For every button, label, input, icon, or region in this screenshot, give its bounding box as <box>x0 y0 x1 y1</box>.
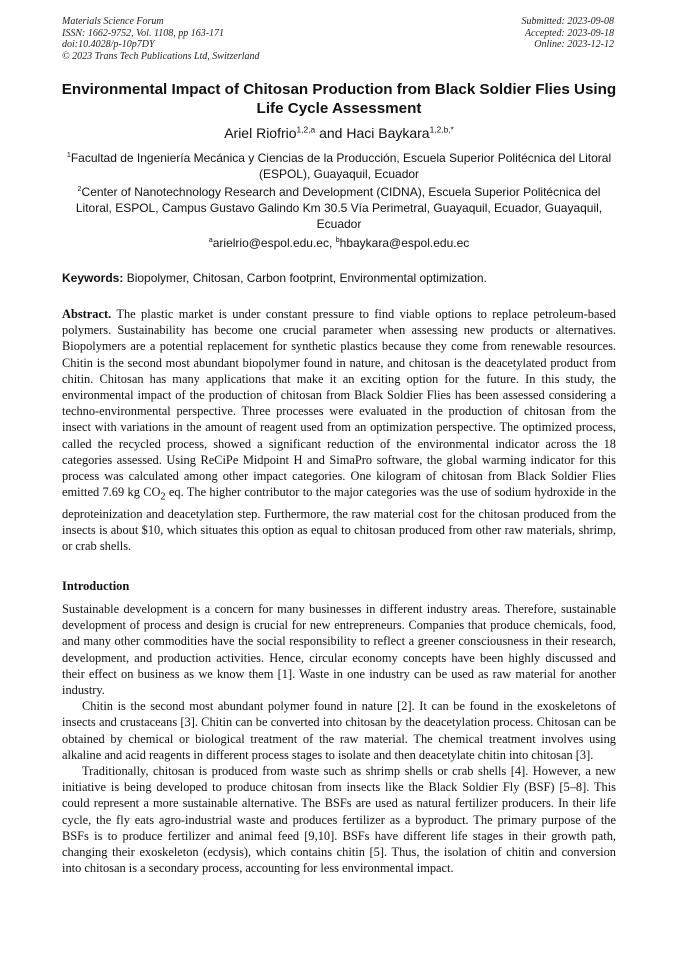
abstract-text-continued: eq. The higher contributor to the major categories was the use of sodium hydroxide in the deproteinization and deacetylation step. Furthermore, the raw material cost for the chitosan produced from the insects is about $10, which situates this option as equal to chitosan produced from other raw materials, shrimp, or crab shells. <box>62 485 616 554</box>
section-heading-introduction: Introduction <box>62 579 130 593</box>
affiliation-marker: 2 <box>77 184 82 193</box>
doi-line: doi:10.4028/p-10p7DY <box>62 39 155 50</box>
author-affiliation-marker: 1,2,b,* <box>429 124 454 135</box>
copyright-line: © 2023 Trans Tech Publications Ltd, Switzerland <box>62 50 260 62</box>
keywords-label: Keywords: <box>62 271 124 285</box>
dates-info <box>522 16 615 51</box>
affiliation-2 <box>62 184 616 232</box>
author-line <box>50 124 628 142</box>
email-link[interactable]: hbaykara@espol.edu.ec <box>339 236 470 250</box>
issn-line: ISSN: 1662-9752, Vol. 1108, pp 163-171 <box>62 27 225 39</box>
author-conjunction: and <box>315 125 347 141</box>
email-marker: a <box>208 235 213 244</box>
abstract-label: Abstract. <box>62 307 112 321</box>
email-separator: , <box>328 236 336 250</box>
author-name: Ariel Riofrio <box>224 125 297 141</box>
online-date: Online: 2023-12-12 <box>534 39 614 50</box>
introduction-body <box>62 601 616 876</box>
abstract <box>62 306 616 555</box>
accepted-date: Accepted: 2023-09-18 <box>524 27 614 39</box>
journal-info <box>62 16 260 62</box>
paragraph: Chitin is the second most abundant polymer found in nature [2]. It can be found in the exoskeletons of insects and crustaceans [3]. Chitin can be converted into chitosan by the deacetylation process. Chitosan can be obtained by chemical or biological treatment of the raw material. The chemical treatment involves using alkaline and acid reagents in different process stages to isolate and then deacetylate chitin into chitosan [3]. <box>62 699 616 762</box>
affiliation-marker: 1 <box>66 150 71 159</box>
affiliation-1 <box>62 150 616 182</box>
submitted-date: Submitted: 2023-09-08 <box>521 16 614 27</box>
email-link[interactable]: arielrio@espol.edu.ec <box>212 236 329 250</box>
paper-title: Environmental Impact of Chitosan Production from Black Soldier Flies Using Life Cycle Assessment <box>61 81 617 117</box>
author-affiliation-marker: 1,2,a <box>296 124 316 135</box>
abstract-text: The plastic market is under constant pressure to find viable options to replace petroleum-based polymers. Sustainability has become one crucial parameter when assessing new products or alternatives. Biopolymers are a potential replacement for synthetic plastics because they come from renewable resources. Chitin is the second most abundant biopolymer found in nature, and chitosan is the deacetylated product from chitin. Chitosan has many applications that make it an exciting option for the future. In this study, the environmental impact of the production of chitosan from Black Soldier Flies has been assessed considering a techno-environmental perspective. Three processes were evaluated in the production of chitosan from the insect with variations in the amount of reagent used from an optimization perspective. The optimized process, called the recycled process, showed a significant reduction of the environmental indicator across the 18 categories assessed. Using ReCiPe Midpoint H and SimaPro software, the global warming indicator for this process was calculated among other impact categories. One kilogram of chitosan from Black Soldier Flies emitted 7.69 kg CO <box>62 307 616 500</box>
keywords <box>62 270 616 286</box>
paragraph: Sustainable development is a concern for many businesses in different industry areas. Therefore, sustainable development of process and design is crucial for new entrepreneurs. Companies that produce chemicals, food, and many other commodities have the social responsibility to reflect a greener consciousness in their research, development, and production activities. Hence, circular economy concepts have been highly discussed and their effect on business as we know them [1]. Waste in one industry can be used as raw material for another industry. <box>62 602 616 698</box>
abstract-subscript: 2 <box>160 491 166 503</box>
keywords-text: Biopolymer, Chitosan, Carbon footprint, Environmental optimization. <box>123 271 487 285</box>
affiliation-text: Facultad de Ingeniería Mecánica y Ciencias de la Producción, Escuela Superior Politécnica del Litoral (ESPOL), Guayaquil, Ecuador <box>70 151 612 181</box>
paragraph: Traditionally, chitosan is produced from waste such as shrimp shells or crab shells [4]. However, a new initiative is being developed to produce chitosan from insects like the Black Soldier Fly (BSF) [5–8]. This could represent a more sustainable alternative. The BSFs are used as natural fertilizer producers. In their life cycle, the fly eats agro-industrial waste and produces fertilizer as a byproduct. The primary purpose of the BSFs is to produce fertilizer and animal feed [9,10]. BSFs have different life stages in their growth path, changing their exoskeleton (ecdysis), which contains chitin [5]. Thus, the isolation of chitin and conversion into chitosan is a secondary process, accounting for less environmental impact. <box>62 764 616 876</box>
author-name: Haci Baykara <box>346 125 430 141</box>
journal-name: Materials Science Forum <box>62 16 164 27</box>
email-marker: b <box>335 235 340 244</box>
affiliation-text: Center of Nanotechnology Research and Development (CIDNA), Escuela Superior Politécnica del Litoral, ESPOL, Campus Gustavo Galindo Km 30.5 Vía Perimetral, Guayaquil, Ecuador, Guayaquil, Ecuador <box>75 185 603 231</box>
author-emails <box>62 235 616 251</box>
